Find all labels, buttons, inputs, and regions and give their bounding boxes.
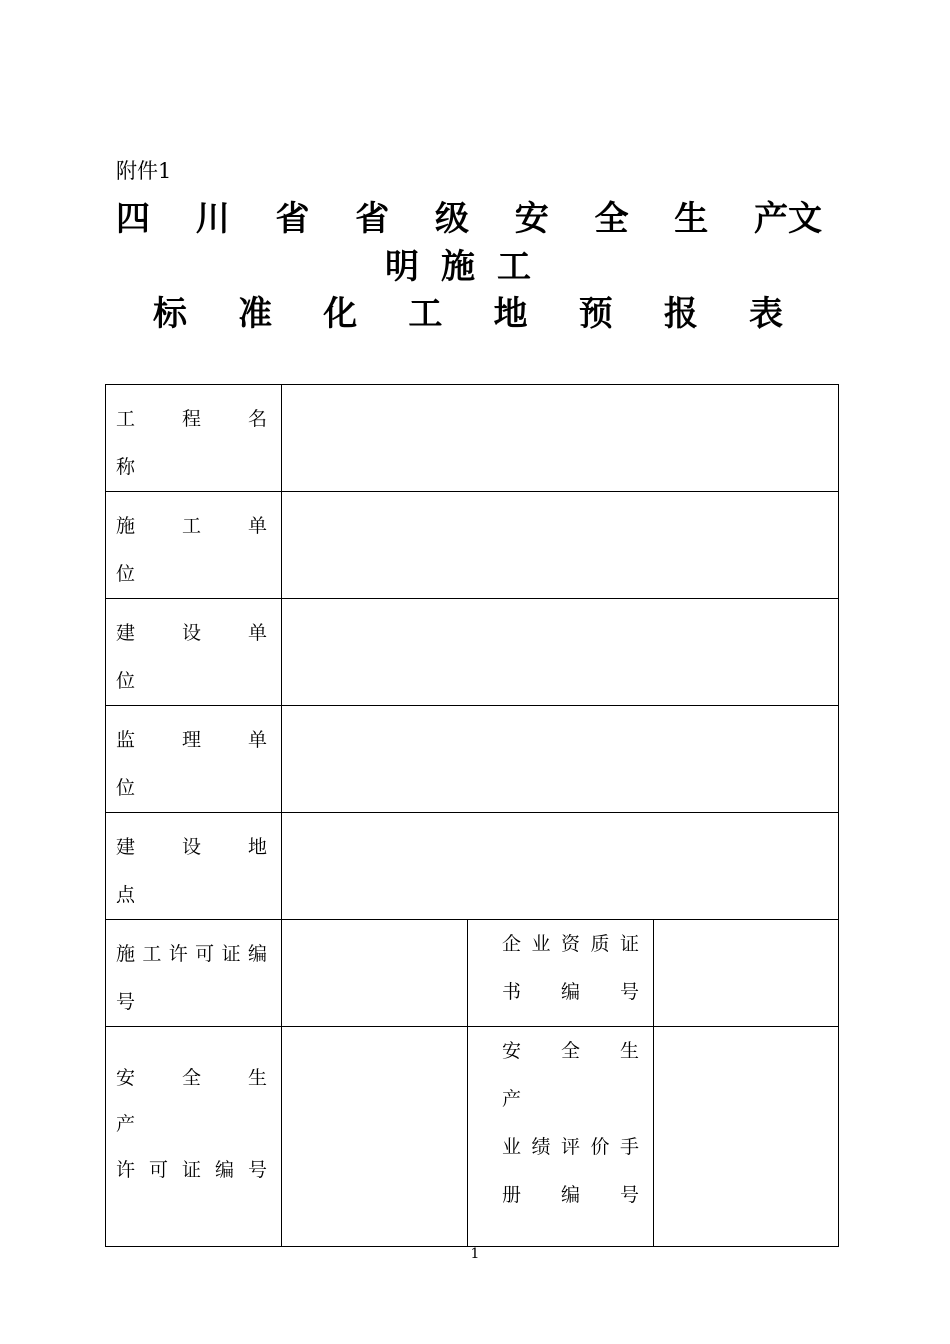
annex-label: 附件1 bbox=[116, 159, 172, 183]
label-safety-permit-number: 安 全 生 产 许 可 证 编 号 bbox=[106, 1027, 282, 1247]
field-project-name[interactable] bbox=[282, 385, 839, 492]
label-permit-number: 施 工 许 可 证 编 号 bbox=[106, 920, 282, 1027]
label-qualification-cert-number: 企 业 资 质 证 书 编 号 bbox=[468, 920, 654, 1027]
title-char: 生 bbox=[674, 199, 709, 239]
label-supervision-unit: 监 理 单 位 bbox=[106, 706, 282, 813]
title-char: 省 bbox=[275, 199, 310, 239]
table-row bbox=[106, 813, 839, 920]
title-char: 表 bbox=[748, 294, 783, 334]
label-owner-unit: 建 设 单 位 bbox=[106, 599, 282, 706]
table-row bbox=[106, 1027, 839, 1247]
table-row bbox=[106, 706, 839, 813]
title-char: 级 bbox=[435, 199, 469, 239]
field-site-location[interactable] bbox=[282, 813, 839, 920]
title-char: 安 bbox=[514, 199, 549, 239]
title-char: 化 bbox=[323, 294, 358, 334]
title-char: 报 bbox=[663, 294, 698, 334]
field-owner-unit[interactable] bbox=[282, 599, 839, 706]
label-project-name: 工 程 名 称 bbox=[106, 385, 282, 492]
title-char: 四 bbox=[116, 199, 150, 239]
table-row bbox=[106, 492, 839, 599]
title-char: 省 bbox=[355, 199, 390, 239]
table-row bbox=[106, 920, 839, 1027]
title-char: 全 bbox=[594, 199, 629, 239]
field-safety-permit-number[interactable] bbox=[282, 1027, 468, 1247]
title-char: 产文 bbox=[754, 199, 822, 239]
title-char: 工 bbox=[408, 294, 443, 334]
title-char: 预 bbox=[578, 294, 613, 334]
table-row bbox=[106, 599, 839, 706]
field-supervision-unit[interactable] bbox=[282, 706, 839, 813]
title-line-2: 明施工 bbox=[385, 247, 553, 287]
title-line-3 bbox=[153, 292, 783, 336]
field-safety-performance-manual-number[interactable] bbox=[654, 1027, 839, 1247]
title-char: 标 bbox=[153, 294, 187, 334]
table-row bbox=[106, 385, 839, 492]
label-safety-performance-manual-number: 安 全 生 产 业 绩 评 价 手 册 编 号 bbox=[468, 1027, 654, 1247]
page-number: 1 bbox=[470, 1246, 480, 1262]
label-site-location: 建 设 地 点 bbox=[106, 813, 282, 920]
title-char: 准 bbox=[238, 294, 273, 334]
field-permit-number[interactable] bbox=[282, 920, 468, 1027]
title-char: 川 bbox=[195, 199, 230, 239]
report-form-table bbox=[105, 384, 839, 1247]
field-qualification-cert-number[interactable] bbox=[654, 920, 839, 1027]
label-construction-unit: 施 工 单 位 bbox=[106, 492, 282, 599]
field-construction-unit[interactable] bbox=[282, 492, 839, 599]
title-char: 地 bbox=[493, 294, 528, 334]
title-line-1 bbox=[116, 197, 822, 241]
